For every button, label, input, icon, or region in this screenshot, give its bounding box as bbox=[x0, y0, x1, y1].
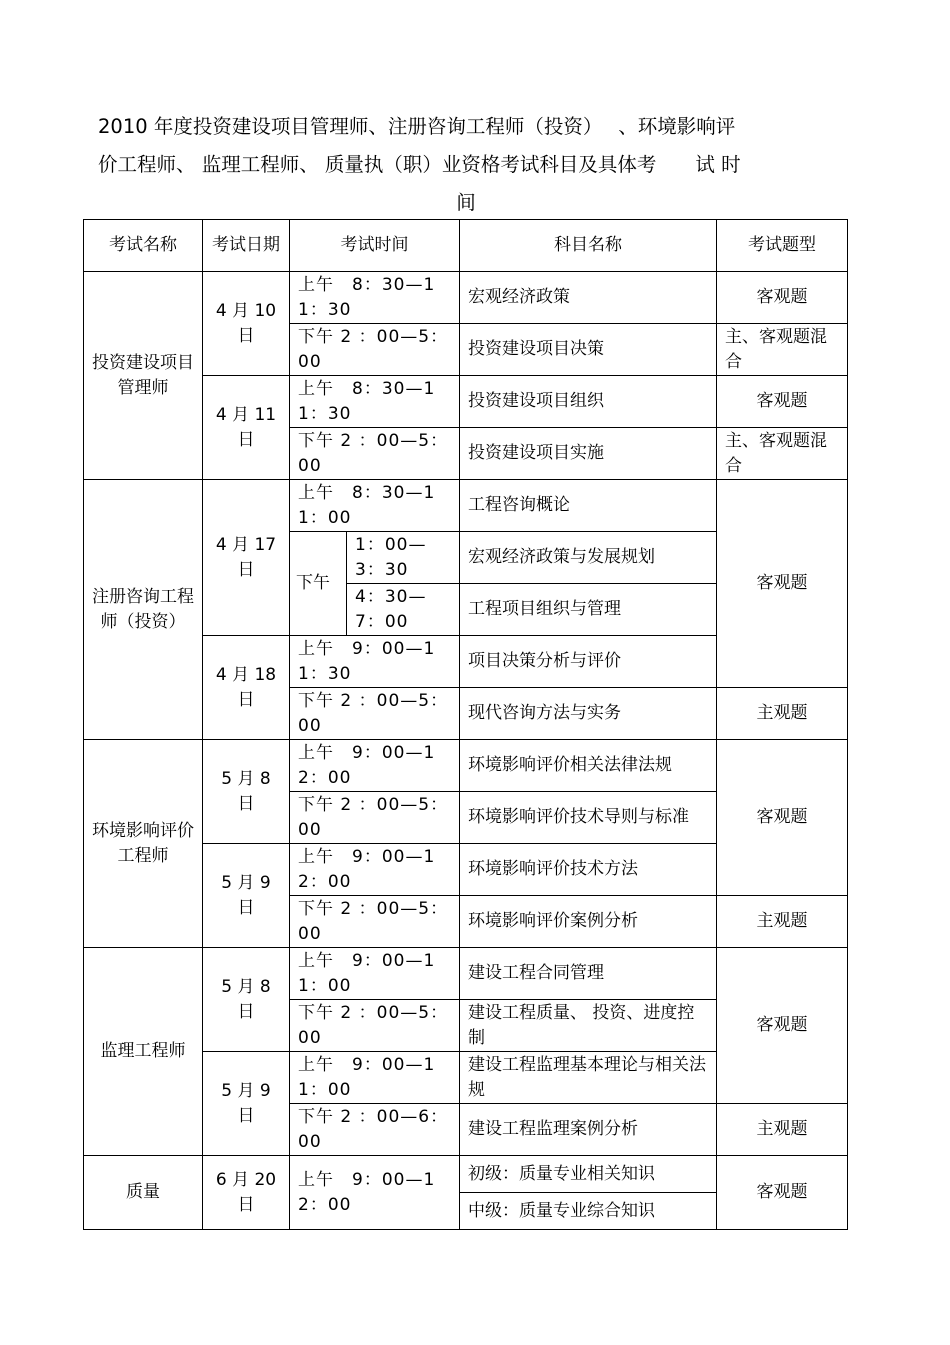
question-type-cell: 主、客观题混合 bbox=[717, 428, 848, 480]
exam-time-cell: 上午 9：00—11：00 bbox=[290, 1052, 460, 1104]
exam-name-cell: 环境影响评价工程师 bbox=[84, 740, 203, 948]
question-type-cell: 客观题 bbox=[717, 480, 848, 688]
subject-cell: 工程项目组织与管理 bbox=[460, 584, 717, 636]
document-title bbox=[98, 108, 834, 222]
subject-cell: 建设工程合同管理 bbox=[460, 948, 717, 1000]
exam-date-cell: 5 月 8 日 bbox=[203, 740, 290, 844]
exam-time-cell: 下午 2 ：00—5：00 bbox=[290, 1000, 460, 1052]
exam-name-cell: 监理工程师 bbox=[84, 948, 203, 1156]
exam-time-cell: 下午 2 ：00—5：00 bbox=[290, 896, 460, 948]
header-exam-name: 考试名称 bbox=[84, 220, 203, 272]
exam-date-cell: 4 月 10 日 bbox=[203, 272, 290, 376]
header-exam-time: 考试时间 bbox=[290, 220, 460, 272]
exam-name-cell: 注册咨询工程师（投资） bbox=[84, 480, 203, 740]
exam-schedule-table bbox=[83, 219, 848, 1230]
exam-time-cell: 下午 2 ：00—5：00 bbox=[290, 688, 460, 740]
table-row bbox=[84, 1156, 848, 1193]
exam-time-cell: 下午 2 ：00—5：00 bbox=[290, 428, 460, 480]
subject-cell: 投资建设项目决策 bbox=[460, 324, 717, 376]
exam-time-cell: 上午 9：00—11：00 bbox=[290, 948, 460, 1000]
exam-time-cell: 上午 8：30—11：30 bbox=[290, 272, 460, 324]
question-type-cell: 客观题 bbox=[717, 1156, 848, 1230]
question-type-cell: 主观题 bbox=[717, 1104, 848, 1156]
exam-date-cell: 5 月 9 日 bbox=[203, 844, 290, 948]
question-type-cell: 主、客观题混合 bbox=[717, 324, 848, 376]
subject-cell: 环境影响评价技术方法 bbox=[460, 844, 717, 896]
exam-time-cell: 上午 9：00—11：30 bbox=[290, 636, 460, 688]
subject-cell: 宏观经济政策与发展规划 bbox=[460, 532, 717, 584]
exam-name-cell: 投资建设项目管理师 bbox=[84, 272, 203, 480]
header-exam-date: 考试日期 bbox=[203, 220, 290, 272]
header-row bbox=[84, 220, 848, 272]
exam-date-cell: 5 月 9 日 bbox=[203, 1052, 290, 1156]
subject-cell: 建设工程质量、 投资、进度控制 bbox=[460, 1000, 717, 1052]
question-type-cell: 客观题 bbox=[717, 740, 848, 896]
title-line-3: 间 bbox=[456, 191, 476, 214]
afternoon-label-cell: 下午 bbox=[290, 532, 347, 636]
exam-time-cell: 下午 2 ：00—5：00 bbox=[290, 324, 460, 376]
question-type-cell: 客观题 bbox=[717, 376, 848, 428]
exam-date-cell: 4 月 11 日 bbox=[203, 376, 290, 480]
subject-cell: 建设工程监理基本理论与相关法规 bbox=[460, 1052, 717, 1104]
exam-time-cell: 上午 9：00—12：00 bbox=[290, 740, 460, 792]
subject-cell: 环境影响评价案例分析 bbox=[460, 896, 717, 948]
subject-cell: 投资建设项目组织 bbox=[460, 376, 717, 428]
subject-cell: 工程咨询概论 bbox=[460, 480, 717, 532]
exam-time-cell: 1：00—3：30 bbox=[347, 532, 460, 584]
subject-cell: 建设工程监理案例分析 bbox=[460, 1104, 717, 1156]
table-row bbox=[84, 740, 848, 792]
exam-name-cell: 质量 bbox=[84, 1156, 203, 1230]
subject-cell: 环境影响评价相关法律法规 bbox=[460, 740, 717, 792]
table-row bbox=[84, 272, 848, 324]
subject-cell: 环境影响评价技术导则与标准 bbox=[460, 792, 717, 844]
subject-cell: 项目决策分析与评价 bbox=[460, 636, 717, 688]
subject-cell: 现代咨询方法与实务 bbox=[460, 688, 717, 740]
subject-cell: 中级：质量专业综合知识 bbox=[460, 1193, 717, 1230]
header-subject-name: 科目名称 bbox=[460, 220, 717, 272]
exam-time-cell: 下午 2 ：00—5：00 bbox=[290, 792, 460, 844]
title-line-2: 价工程师、 监理工程师、 质量执（职）业资格考试科目及具体考 试 时 bbox=[98, 153, 741, 176]
subject-cell: 初级：质量专业相关知识 bbox=[460, 1156, 717, 1193]
question-type-cell: 客观题 bbox=[717, 272, 848, 324]
subject-cell: 投资建设项目实施 bbox=[460, 428, 717, 480]
exam-time-cell: 上午 8：30—11：30 bbox=[290, 376, 460, 428]
table-row bbox=[84, 948, 848, 1000]
exam-time-cell: 上午 9：00—12：00 bbox=[290, 1156, 460, 1230]
exam-time-cell: 上午 9：00—12：00 bbox=[290, 844, 460, 896]
table-row bbox=[84, 480, 848, 532]
subject-cell: 宏观经济政策 bbox=[460, 272, 717, 324]
exam-date-cell: 4 月 18 日 bbox=[203, 636, 290, 740]
question-type-cell: 客观题 bbox=[717, 948, 848, 1104]
exam-date-cell: 5 月 8 日 bbox=[203, 948, 290, 1052]
question-type-cell: 主观题 bbox=[717, 688, 848, 740]
exam-time-cell: 上午 8：30—11：00 bbox=[290, 480, 460, 532]
exam-time-cell: 下午 2 ：00—6：00 bbox=[290, 1104, 460, 1156]
question-type-cell: 主观题 bbox=[717, 896, 848, 948]
exam-date-cell: 6 月 20 日 bbox=[203, 1156, 290, 1230]
exam-time-cell: 4：30—7：00 bbox=[347, 584, 460, 636]
header-question-type: 考试题型 bbox=[717, 220, 848, 272]
title-line-1: 2010 年度投资建设项目管理师、注册咨询工程师（投资） 、环境影响评 bbox=[98, 115, 736, 138]
exam-date-cell: 4 月 17 日 bbox=[203, 480, 290, 636]
